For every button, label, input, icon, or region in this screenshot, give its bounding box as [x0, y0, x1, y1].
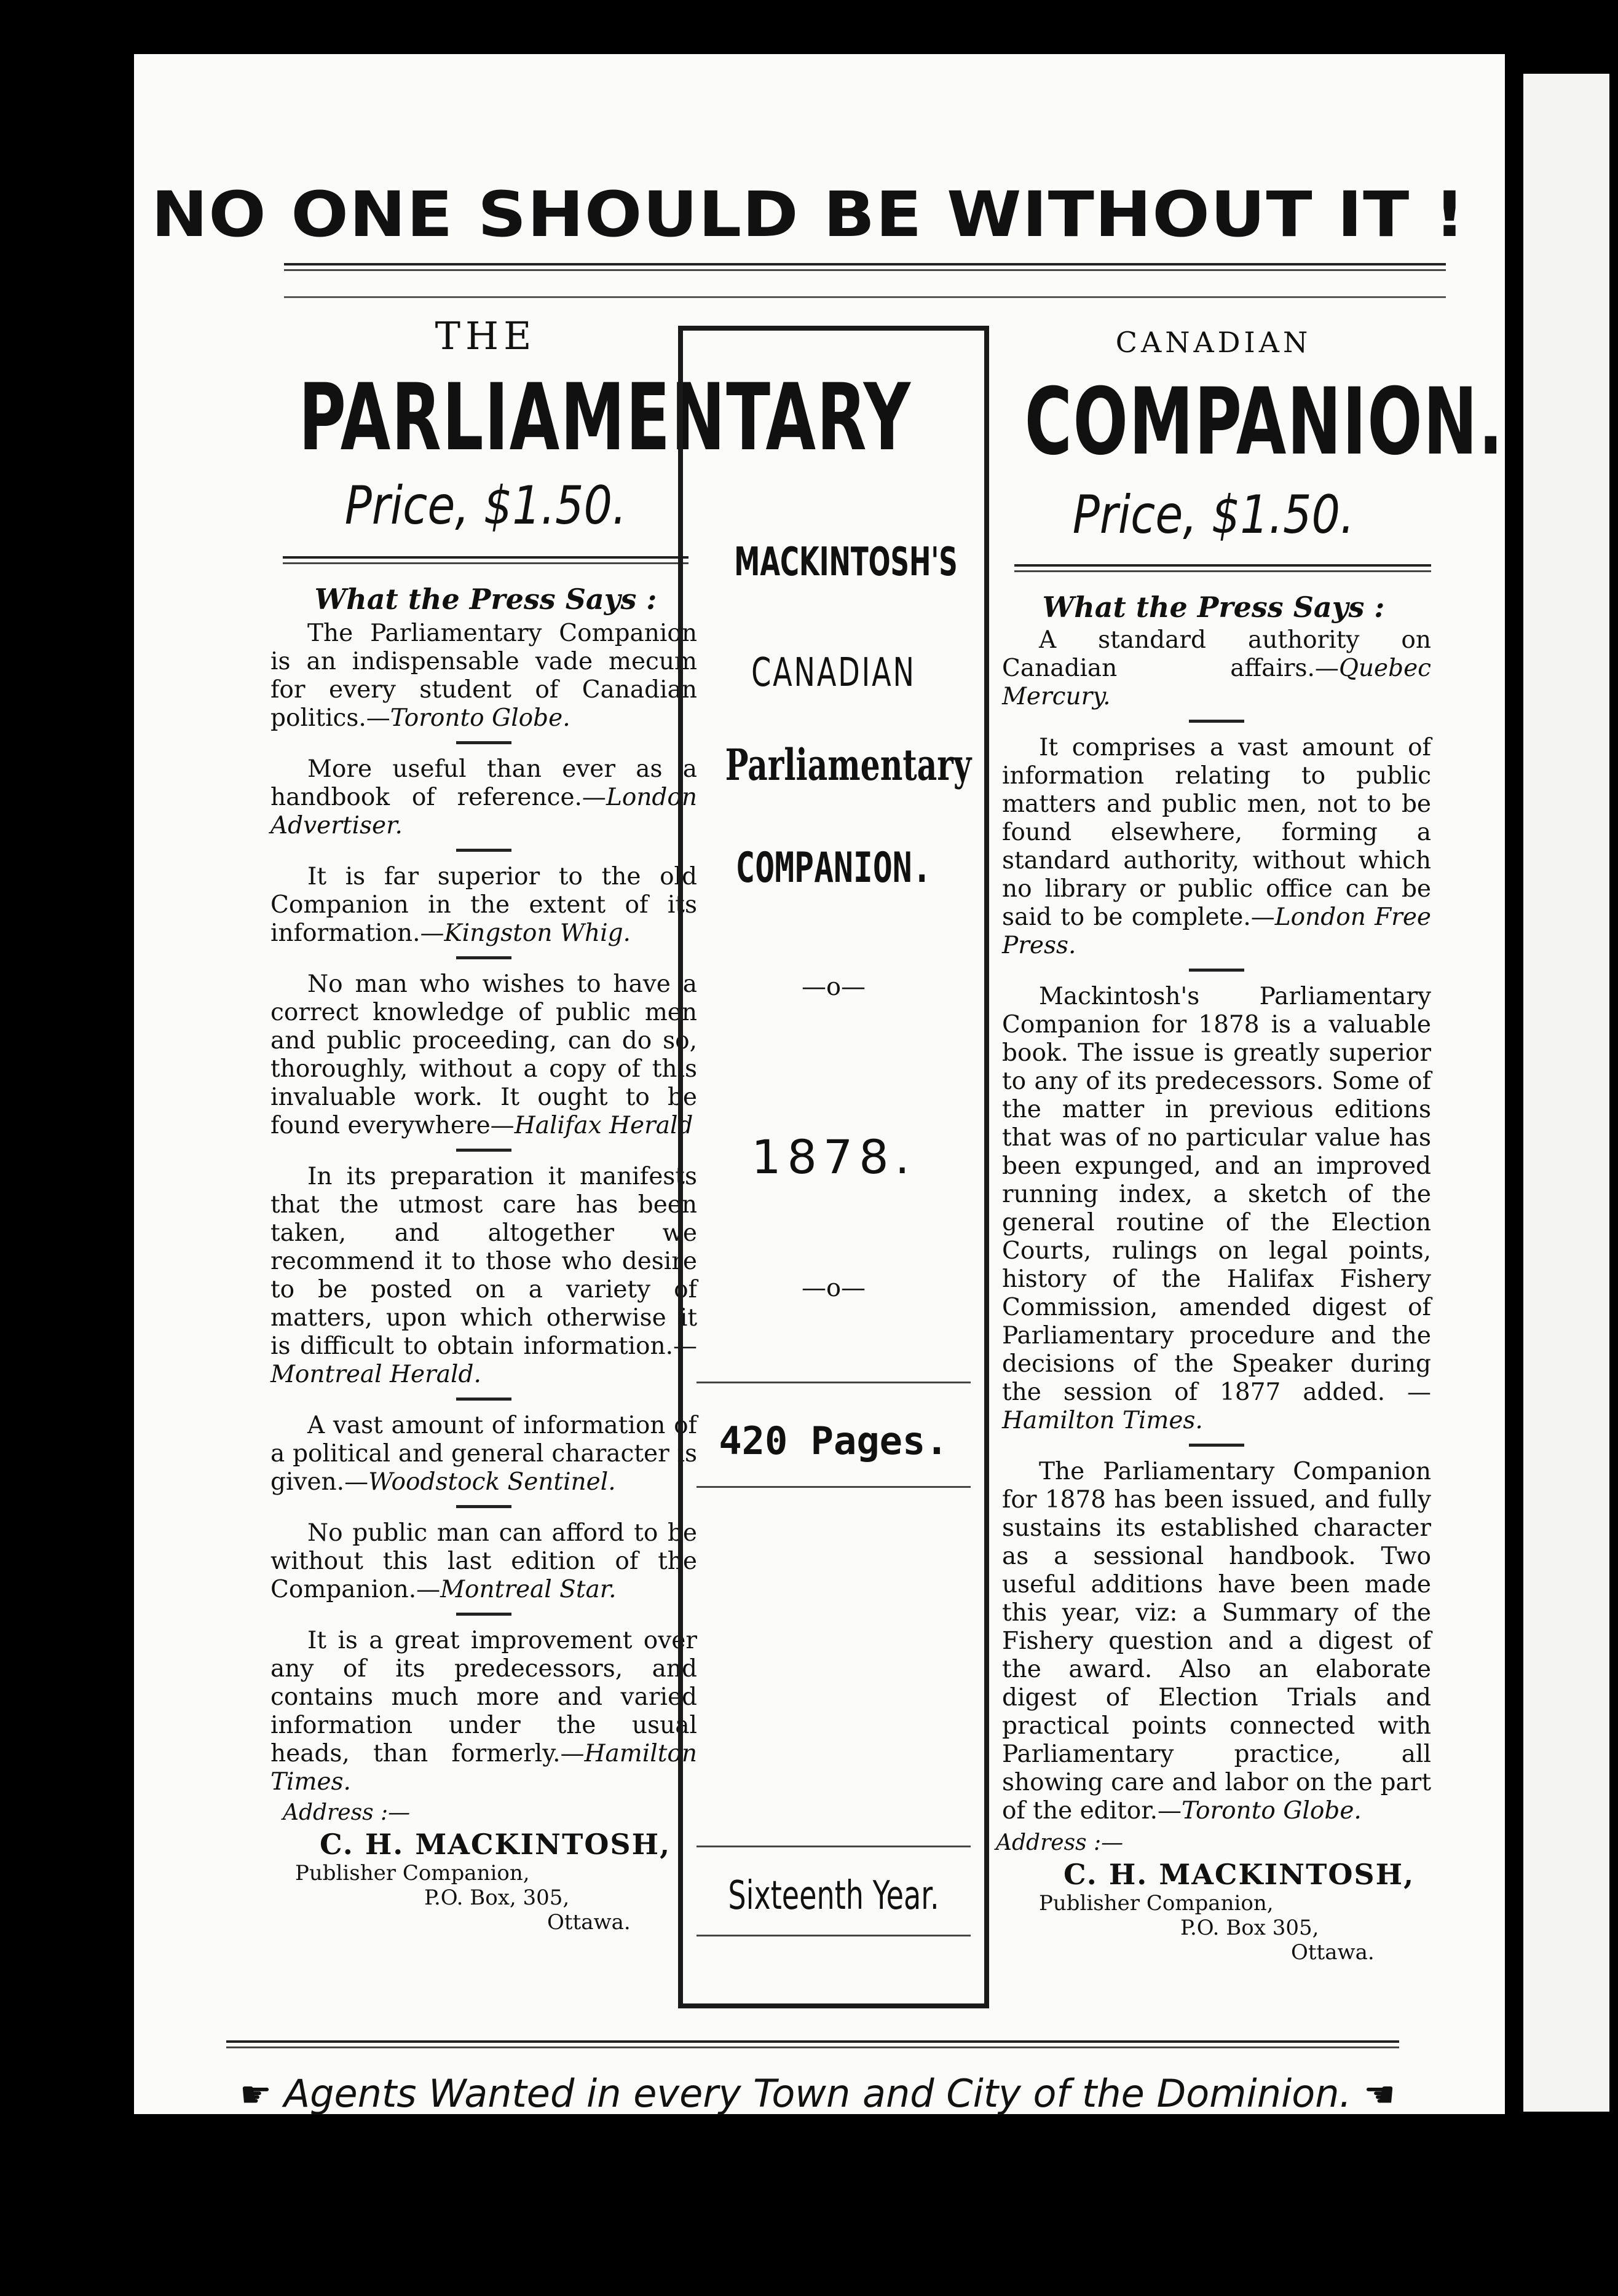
- left-address-line: Ottawa.: [547, 1910, 631, 1935]
- right-press-heading: What the Press Says :: [1042, 591, 1385, 624]
- center-line-canadian: CANADIAN: [751, 650, 916, 696]
- left-title: PARLIAMENTARY: [298, 364, 912, 471]
- center-pages-rule-top: [697, 1382, 971, 1383]
- right-price: Price, $1.50.: [1072, 484, 1355, 546]
- headline: NO ONE SHOULD BE WITHOUT IT !: [151, 178, 1466, 251]
- left-quote: It is a great improvement over any of its predecessors, and contains much more and varied information under the usual heads, than formerly.—Hamilton Times.: [270, 1627, 697, 1796]
- pointing-hand-icon: ☚: [1363, 2074, 1395, 2115]
- right-column: [996, 326, 1504, 1965]
- right-address: [996, 1830, 1431, 1965]
- left-price-rule: [283, 556, 689, 564]
- center-separator: —o—: [801, 1274, 866, 1302]
- left-quote: It is far superior to the old Companion in the extent of its information.—Kingston Whig.: [270, 863, 697, 947]
- bottom-double-rule: [226, 2040, 1399, 2048]
- center-line-mackintoshs: MACKINTOSH'S: [734, 540, 958, 585]
- left-press-heading: What the Press Says :: [314, 583, 657, 616]
- center-title-box: [678, 326, 989, 2008]
- left-quote-divider: [456, 1505, 511, 1508]
- left-quote: No public man can afford to be without this last edition of the Companion.—Montreal Star.: [270, 1519, 697, 1603]
- agents-wanted-line: [234, 2071, 1402, 2116]
- left-quote-divider: [456, 741, 511, 744]
- center-edition-rule-top: [697, 1846, 971, 1847]
- top-thin-rule: [284, 296, 1446, 298]
- left-quotes: [270, 619, 701, 1796]
- right-top-label: CANADIAN: [1115, 326, 1312, 359]
- right-address-line: P.O. Box 305,: [1180, 1916, 1319, 1940]
- right-address-name: C. H. MACKINTOSH,: [1064, 1858, 1415, 1891]
- center-line-parliamentary: Parliamentary: [725, 739, 972, 790]
- left-quote-divider: [456, 1613, 511, 1616]
- right-address-label: Address :—: [996, 1830, 1124, 1855]
- left-quote: The Parliamentary Companion is an indispensable vade mecum for every student of Canadian politics.—Toronto Globe.: [270, 619, 697, 732]
- right-price-rule: [1014, 564, 1431, 572]
- left-top-label: THE: [435, 313, 537, 358]
- left-address-label: Address :—: [283, 1800, 411, 1825]
- left-quote-divider: [456, 956, 511, 959]
- left-quote: No man who wishes to have a correct knowledge of public men and public proceeding, can do so, thoroughly, without a copy of this invaluable work. It ought to be found everywhere—Halifax Herald: [270, 970, 697, 1139]
- right-address-line: Ottawa.: [1291, 1940, 1375, 1965]
- left-address-line: P.O. Box, 305,: [424, 1885, 570, 1910]
- right-quote: The Parliamentary Companion for 1878 has been issued, and fully sustains its established character as a sessional handbook. Two useful additions have been made this year, viz: a Summary of the Fishery question and a digest of the award. Also an elaborate digest of Election Trials and practical points connected with Parliamentary practice, all showing care and labor on the part of the editor.—Toronto Globe.: [1002, 1458, 1431, 1825]
- center-pages-rule-bottom: [697, 1486, 971, 1488]
- center-pages: 420 Pages.: [719, 1418, 949, 1463]
- right-address-line: Publisher Companion,: [1039, 1891, 1274, 1916]
- left-quote: In its preparation it manifests that the utmost care has been taken, and altogether we recommend it to those who desire to be posted on a variety of matters, upon which otherwise it is difficult to obtain information.—Montreal Herald.: [270, 1163, 697, 1388]
- top-double-rule: [284, 263, 1446, 271]
- right-quotes: [996, 626, 1431, 1825]
- right-quote-divider: [1189, 1444, 1244, 1447]
- agents-wanted-text: Agents Wanted in every Town and City of the Dominion.: [283, 2071, 1352, 2116]
- center-edition: Sixteenth Year.: [728, 1873, 939, 1919]
- left-address-name: C. H. MACKINTOSH,: [320, 1828, 671, 1861]
- left-quote-divider: [456, 1149, 511, 1152]
- left-address-line: Publisher Companion,: [295, 1861, 530, 1885]
- left-quote-divider: [456, 849, 511, 852]
- right-quote-divider: [1189, 720, 1244, 723]
- right-title: COMPANION.: [1024, 369, 1504, 476]
- left-quote: A vast amount of information of a political and general character is given.—Woodstock Sentinel.: [270, 1412, 697, 1496]
- pointing-hand-icon: ☛: [240, 2074, 272, 2115]
- left-price: Price, $1.50.: [344, 475, 627, 537]
- right-quote: It comprises a vast amount of information relating to public matters and public men, not to be found elsewhere, forming a standard authority, without which no library or public office can be said to be complete.—London Free Press.: [1002, 734, 1431, 959]
- right-quote: A standard authority on Canadian affairs.—Quebec Mercury.: [1002, 626, 1431, 710]
- center-separator: —o—: [801, 973, 866, 1001]
- center-year: 1878.: [751, 1130, 916, 1184]
- center-edition-rule-bottom: [697, 1935, 971, 1936]
- left-address: [270, 1800, 701, 1935]
- right-quote: Mackintosh's Parliamentary Companion for 1878 is a valuable book. The issue is greatly superior to any of its predecessors. Some of the matter in previous editions that was of no particular value has been expunged, and an improved running index, a sketch of the general routine of the Election Courts, rulings on legal points, history of the Halifax Fishery Commission, amended digest of Parliamentary procedure and the decisions of the Speaker during the session of 1877 added. —Hamilton Times.: [1002, 983, 1431, 1434]
- left-quote-divider: [456, 1398, 511, 1401]
- left-quote: More useful than ever as a handbook of reference.—London Advertiser.: [270, 755, 697, 839]
- adjacent-page-edge: [1523, 74, 1609, 2112]
- center-line-companion: COMPANION.: [735, 844, 932, 892]
- right-quote-divider: [1189, 969, 1244, 972]
